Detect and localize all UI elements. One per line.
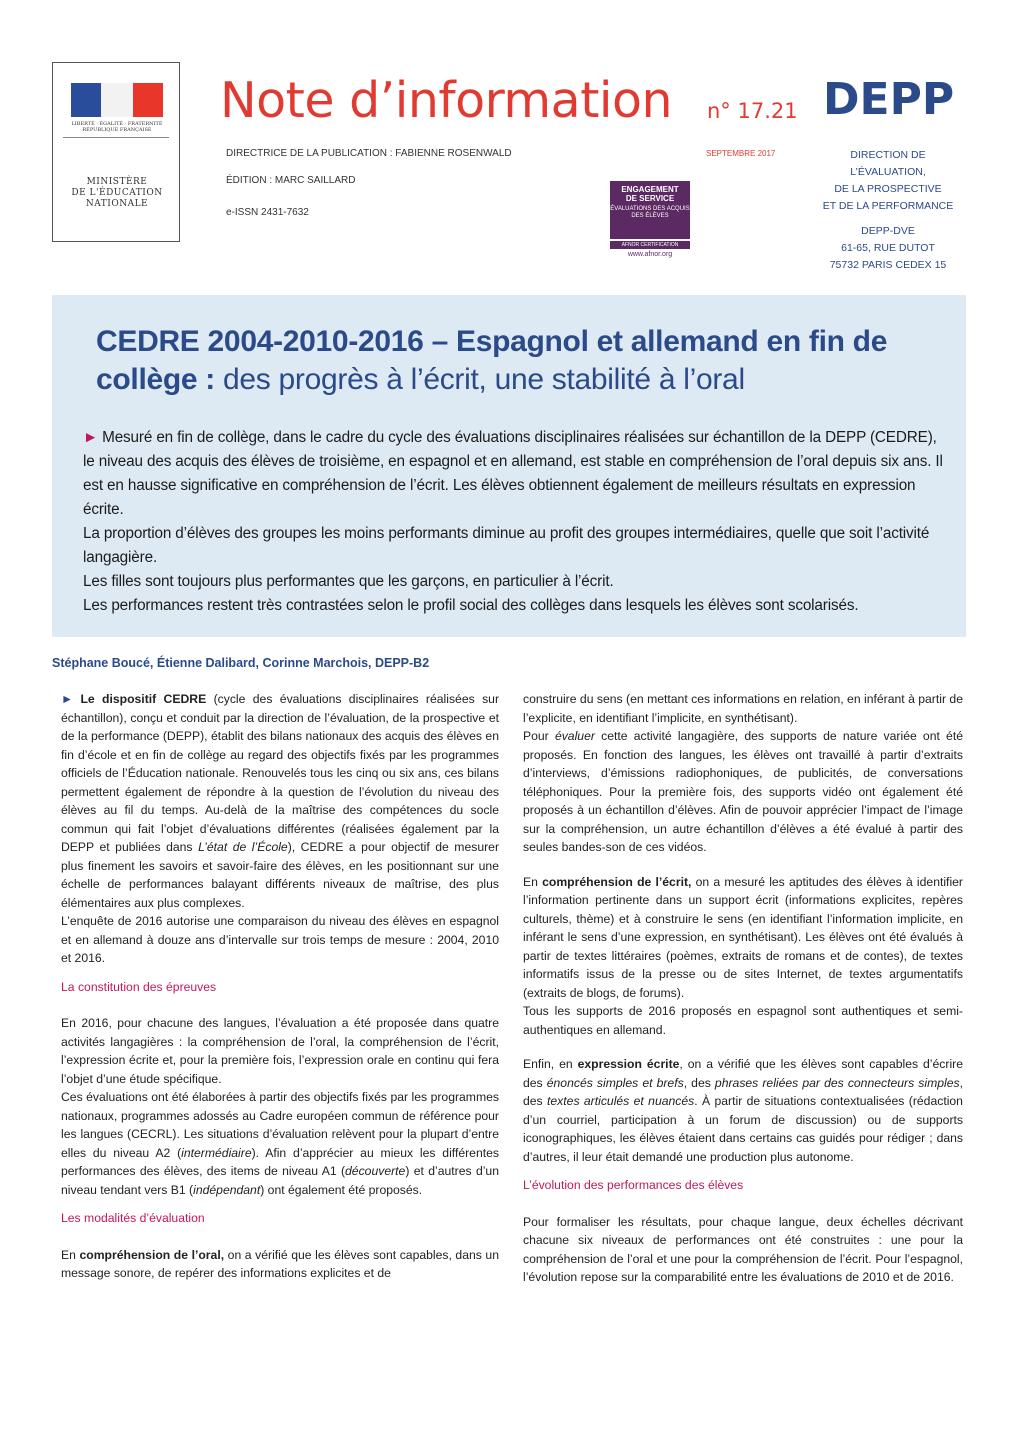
body-paragraph: L’enquête de 2016 autorise une comparaison du niveau des élèves en espagnol et en allemand à douze ans d’intervalle sur trois temps de mesure : 2004, 2010 et 2016. (61, 914, 499, 965)
ministry-logo (52, 62, 180, 242)
issue-number: n° 17.21 (707, 99, 798, 123)
edition-line: ÉDITION : MARC SAILLARD (226, 175, 356, 186)
summary-paragraph: ► Mesuré en fin de collège, dans le cadre du cycle des évaluations disciplinaires réalisées sur échantillon de la DEPP (CEDRE), le niveau des acquis des élèves de troisième, en espagnol et en allemand, est stable en compréhension de l’oral depuis six ans. Il est en hausse significative en compréhension de l’écrit. Les élèves obtiennent également de meilleurs résultats en expression écrite. (83, 429, 943, 518)
summary-paragraph: Les performances restent très contrastées selon le profil social des collèges dans lesquels les élèves sont scolarisés. (83, 597, 859, 614)
issn-line: e-ISSN 2431-7632 (226, 207, 309, 218)
body-paragraph: Pour évaluer cette activité langagière, des supports de nature variée ont été proposés. En fonction des langues, les élèves ont travaillé à partir d’extraits d’interviews, d’émissions radiophoniques, de publicités, de conversations téléphoniques. Pour la première fois, des supports vidéo ont également été proposés à un échantillon d’élèves. Afin de pouvoir apprécier l’impact de l’image sur la compréhension, un autre échantillon d’élèves a été évalué à partir des seules bandes-son de ces vidéos. (523, 729, 963, 854)
summary-box (52, 295, 966, 637)
depp-brand: DEPP (823, 74, 955, 125)
authors-line: Stéphane Boucé, Étienne Dalibard, Corinne Marchois, DEPP-B2 (52, 656, 430, 670)
summary-paragraph: La proportion d’élèves des groupes les moins performants diminue au profit des groupes intermédiaires, quelle que soit l’activité langagière. (83, 525, 930, 566)
republique-text: LIBERTÉ · ÉGALITÉ · FRATERNITÉ RÉPUBLIQUE FRANÇAISE (71, 121, 163, 133)
arrow-icon: ► (83, 429, 98, 446)
publication-title: Note d’information (220, 72, 673, 129)
address-block: DEPP-DVE 61-65, RUE DUTOT 75732 PARIS CEDEX 15 (829, 225, 947, 271)
summary-body (83, 426, 943, 618)
summary-paragraph: Les filles sont toujours plus performantes que les garçons, en particulier à l’écrit. (83, 573, 614, 590)
section-heading: L’évolution des performances des élèves (523, 1178, 744, 1192)
right-column (523, 690, 963, 1287)
body-paragraph: En 2016, pour chacune des langues, l’évaluation a été proposée dans quatre activités langagières : la compréhension de l’oral, la compréhension de l’écrit, l’expression écrite et, pour la première fois, l’expression orale en continu qui fera l’objet d’une étude spécifique. (61, 1016, 499, 1086)
body-paragraph: En compréhension de l’écrit, on a mesuré les aptitudes des élèves à identifier l’information pertinente dans un support écrit (informations explicites, repères culturels, thème) et à construire le sens (en identifiant l’information implicite, en inférant le sens d’une expression, en synthétisant). Les élèves ont été évalués à partir de textes littéraires (poèmes, extraits de romans et de contes), de textes informatifs issus de la presse ou de sites Internet, de textes argumentatifs (extraits de blogs, de forums). (523, 874, 963, 1000)
directrice-line: DIRECTRICE DE LA PUBLICATION : FABIENNE ROSENWALD (226, 148, 512, 159)
marianne-flag-icon (71, 83, 163, 117)
body-paragraph: En compréhension de l’oral, on a vérifié que les élèves sont capables, dans un message sonore, de repérer des informations explicites et de (61, 1247, 499, 1280)
certification-badge: ENGAGEMENT DE SERVICE ÉVALUATIONS DES ACQUIS DES ÉLÈVES AFNOR CERTIFICATION www.afnor.org (610, 181, 690, 261)
section-heading: La constitution des épreuves (61, 979, 217, 994)
article-title: CEDRE 2004-2010-2016 – Espagnol et allemand en fin de collège : des progrès à l’écrit, une stabilité à l’oral (96, 325, 888, 396)
body-paragraph: Enfin, en expression écrite, on a vérifié que les élèves sont capables d’écrire des énoncés simples et brefs, des phrases reliées par des connecteurs simples, des textes articulés et nuancés. À partir de situations contextualisées (rédaction d’un courriel, participation à un forum de discussion) ou de supports iconographiques, les élèves étaient dans certains cas guidés pour rédiger ; dans d’autres, il leur était demandé une production plus autonome. (523, 1057, 964, 1164)
direction-block: DIRECTION DE L’ÉVALUATION, DE LA PROSPECTIVE ET DE LA PERFORMANCE (822, 149, 954, 212)
section-heading: Les modalités d’évaluation (61, 1211, 205, 1225)
arrow-icon: ► (61, 692, 74, 706)
body-paragraph: Tous les supports de 2016 proposés en espagnol sont authentiques et semi-authentiques en allemand. (523, 1004, 963, 1037)
body-paragraph: Pour formaliser les résultats, pour chaque langue, deux échelles décrivant chacune six niveaux de performances ont été construites : une pour la compréhension de l’oral et une pour la compréhension de l’écrit. Pour l’espagnol, l’évolution repose sur la comparabilité entre les évaluations de 2010 et de 2016. (523, 1214, 963, 1284)
intro-paragraph: ► Le dispositif CEDRE (cycle des évaluations disciplinaires réalisées sur échantillon), conçu et conduit par la direction de l’évaluation, de la prospective et de la performance (DEPP), établit des bilans nationaux des acquis des élèves en fin d’école et en fin de collège au regard des objectifs fixés par les programmes officiels de l’Éducation nationale. Renouvelés tous les cinq ou six ans, ces bilans permettent également de répondre à la question de l’évolution du niveau des élèves au fil du temps. Au-delà de la maîtrise des compétences du socle commun qui fait l’objet d’évaluations différentes (réalisées également par la DEPP et publiées dans L’état de l’École), CEDRE a pour objectif de mesurer plus finement les savoirs et savoir-faire des élèves, en les positionnant sur une échelle de performances balayant différents niveaux de maîtrise, des plus élémentaires aux plus complexes. (61, 692, 500, 910)
publication-date: SEPTEMBRE 2017 (706, 149, 776, 158)
body-paragraph: Ces évaluations ont été élaborées à partir des objectifs fixés par les programmes nationaux, programmes adossés au Cadre européen commun de référence pour les langues (CECRL). Les situations d’évaluation relèvent pour la plupart d’entre elles du niveau A2 (intermédiaire). Afin d’apprécier au mieux les différentes performances des élèves, des items de niveau A1 (découverte) et d’autres d’un niveau tendant vers B1 (indépendant) ont également été proposés. (61, 1090, 499, 1197)
left-column (61, 690, 499, 1283)
body-paragraph: construire du sens (en mettant ces informations en relation, en inférant à partir de l’explicite, en identifiant l’implicite, en synthétisant). (523, 692, 963, 725)
ministere-label: MINISTÈRE DE L'ÉDUCATION NATIONALE (71, 177, 163, 209)
